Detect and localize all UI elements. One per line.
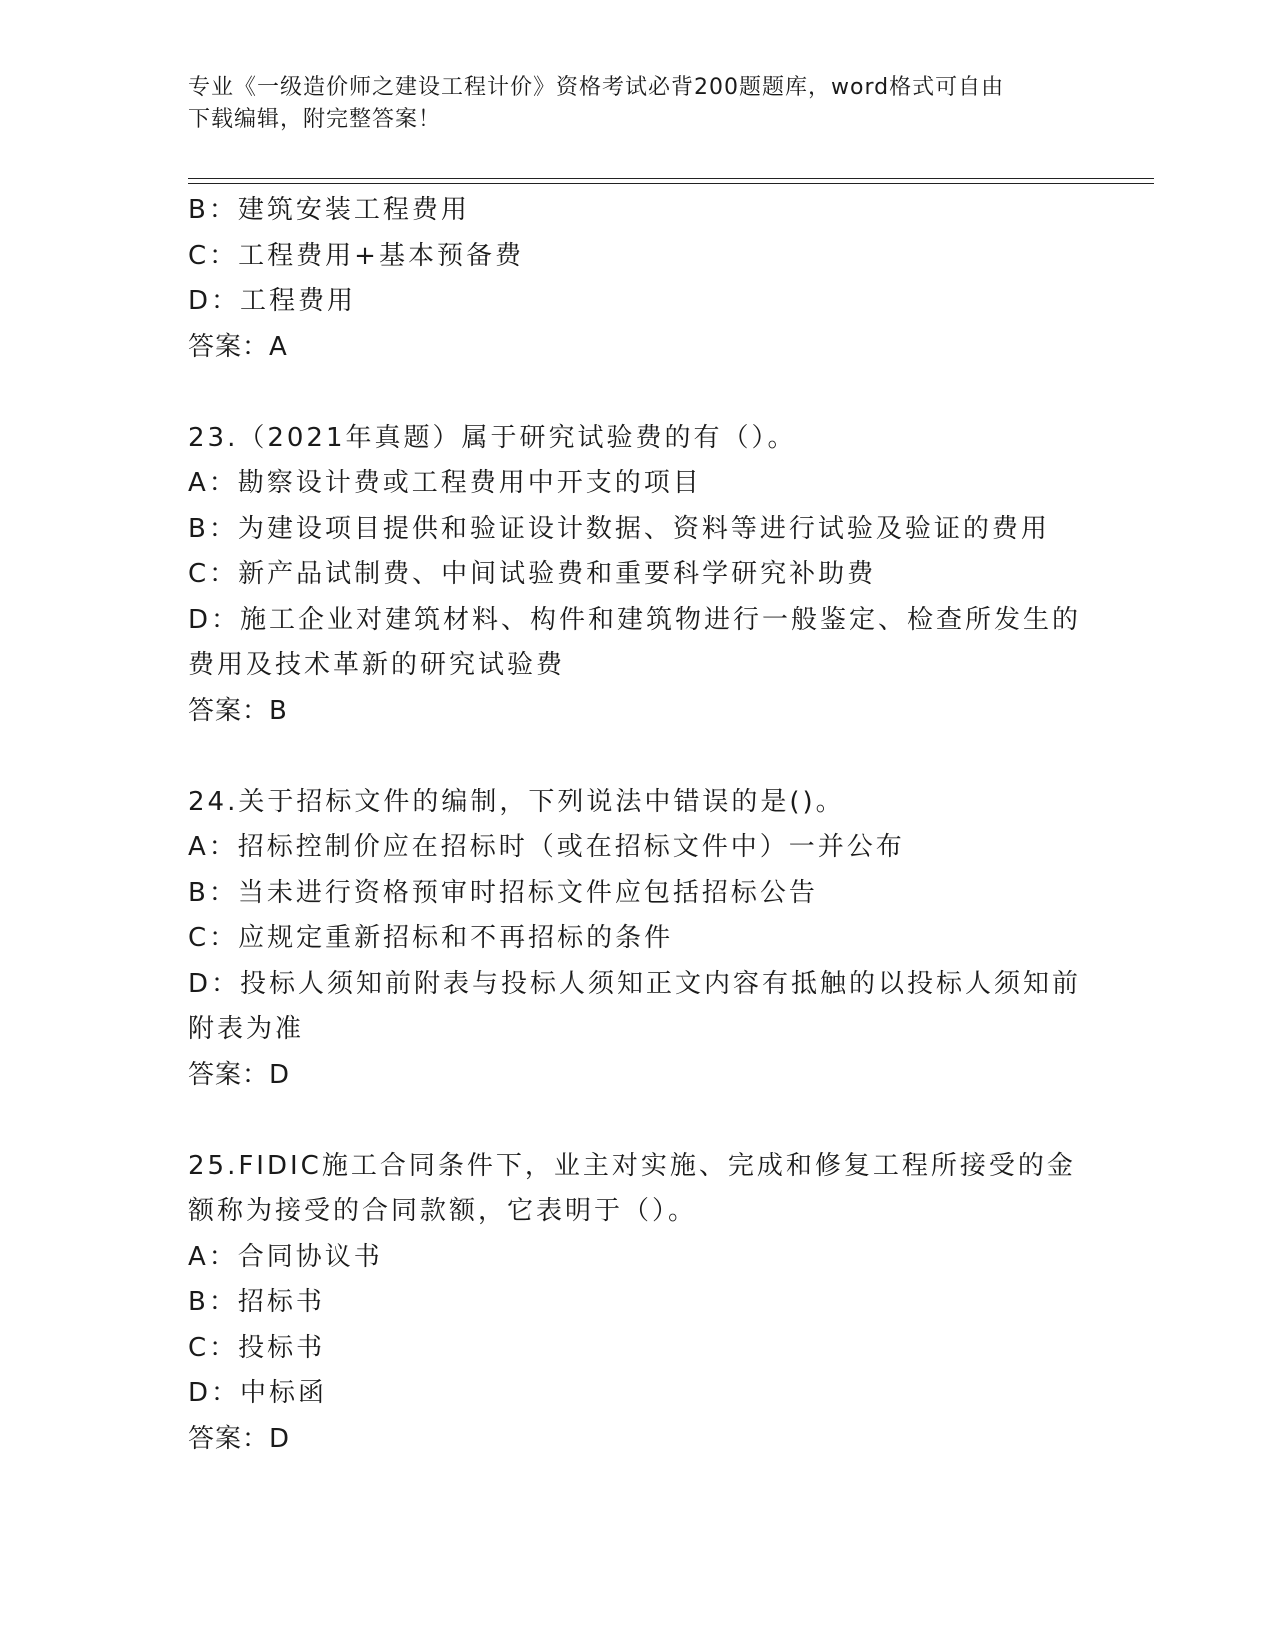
header-line-1: 专业《一级造价师之建设工程计价》资格考试必背200题题库，word格式可自由 (188, 75, 1005, 100)
option-b: B：当未进行资格预审时招标文件应包括招标公告 (188, 877, 818, 908)
question-stem: 23.（2021年真题）属于研究试验费的有（）。 (188, 422, 797, 453)
option-a: A：合同协议书 (188, 1241, 383, 1272)
option-d-continued: 费用及技术革新的研究试验费 (188, 650, 566, 680)
answer-line: 答案：A (188, 331, 288, 362)
option-b: B：建筑安装工程费用 (188, 195, 470, 225)
option-b: B：为建设项目提供和验证设计数据、资料等进行试验及验证的费用 (188, 513, 1050, 544)
question-stem-continued: 额称为接受的合同款额，它表明于（）。 (188, 1196, 698, 1226)
question-list (188, 188, 1088, 1462)
option-d: D：投标人须知前附表与投标人须知正文内容有抵触的以投标人须知前 (188, 968, 1082, 999)
answer-line: 答案：D (188, 1059, 291, 1090)
document-header (188, 72, 1088, 136)
option-c: C：投标书 (188, 1332, 326, 1363)
spacer (188, 734, 1088, 780)
question-stem: 24.关于招标文件的编制，下列说法中错误的是()。 (188, 786, 845, 817)
option-a: A：招标控制价应在招标时（或在招标文件中）一并公布 (188, 832, 905, 862)
option-d: D：中标函 (188, 1378, 328, 1408)
header-rule-bottom (188, 183, 1154, 184)
spacer (188, 1098, 1088, 1144)
question-stem: 25.FIDIC施工合同条件下，业主对实施、完成和修复工程所接受的金 (188, 1150, 1076, 1181)
previous-question-block (188, 188, 1088, 370)
question-24-block (188, 780, 1088, 1099)
option-b: B：招标书 (188, 1287, 325, 1317)
spacer (188, 370, 1088, 416)
answer-line: 答案：B (188, 695, 288, 726)
answer-line: 答案：D (188, 1423, 291, 1454)
question-23-block (188, 416, 1088, 735)
question-25-block (188, 1144, 1088, 1463)
header-rule-top (188, 178, 1154, 179)
option-c: C：新产品试制费、中间试验费和重要科学研究补助费 (188, 559, 877, 589)
option-d: D：施工企业对建筑材料、构件和建筑物进行一般鉴定、检查所发生的 (188, 604, 1082, 635)
option-d: D：工程费用 (188, 286, 357, 316)
option-c: C：工程费用+基本预备费 (188, 240, 524, 271)
option-a: A：勘察设计费或工程费用中开支的项目 (188, 468, 702, 498)
option-c: C：应规定重新招标和不再招标的条件 (188, 923, 674, 953)
header-line-2: 下载编辑，附完整答案！ (188, 107, 442, 132)
option-d-continued: 附表为准 (188, 1014, 305, 1044)
